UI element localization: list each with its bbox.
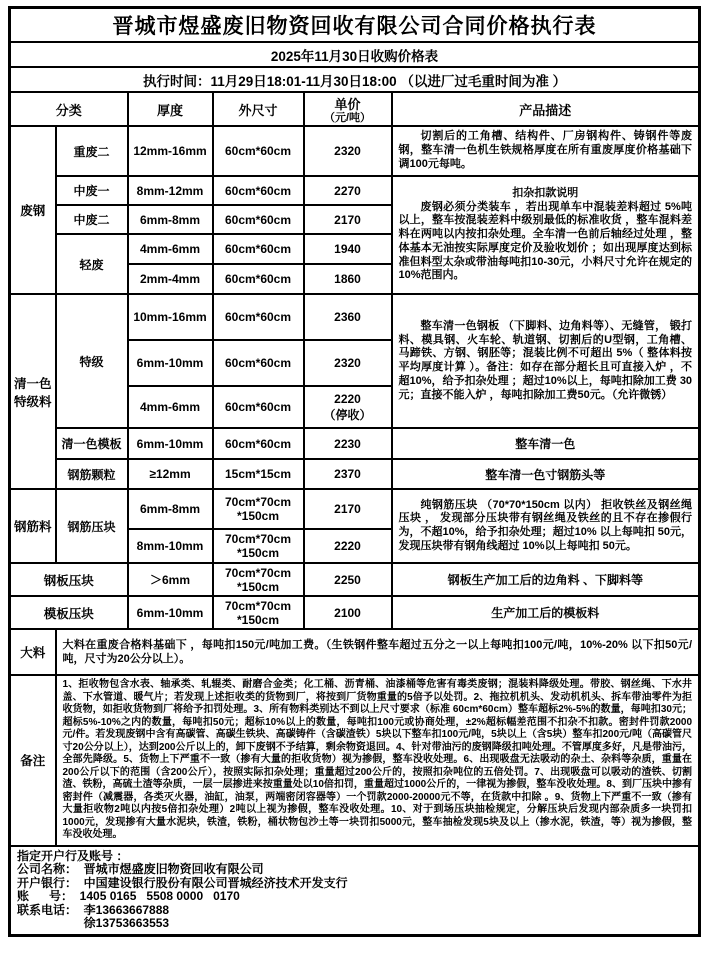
cell-price — [304, 386, 392, 428]
table-row — [10, 629, 700, 675]
contact-phone-line-2: 徐13753663553 — [17, 916, 170, 930]
cell-price: 2370 — [304, 459, 392, 489]
cell-price: 2250 — [304, 563, 392, 596]
cell-subcategory: 轻废 — [56, 234, 128, 294]
cell-thickness: 10mm-16mm — [128, 294, 213, 340]
cell-thickness: 2mm-4mm — [128, 264, 213, 294]
bank-account-block — [10, 846, 700, 936]
big-material-note — [56, 629, 700, 675]
table-row — [10, 428, 700, 459]
cell-size: 60cm*60cm — [213, 176, 304, 205]
price-table — [8, 6, 701, 937]
cell-thickness: 6mm-10mm — [128, 596, 213, 629]
bank-name-line: 开户银行： 中国建设银行股份有限公司晋城经济技术开发支行 — [17, 875, 348, 890]
table-row — [10, 846, 700, 936]
cell-subcategory: 钢筋颗粒 — [56, 459, 128, 489]
account-number-line: 账 号： 1405 0165 5508 0000 0170 — [17, 889, 240, 903]
cell-subcategory: 中废一 — [56, 176, 128, 205]
cell-subcategory: 特级 — [56, 294, 128, 428]
page-title: 晋城市煜盛废旧物资回收有限公司合同价格执行表 — [10, 8, 700, 43]
deduction-note-text: 废钢必须分类装车 ，若出现单车中混装差料超过 5%吨以上，整车按混装差料中级别最低的标准收货 ，整车混料差料在两吨以内按扣杂处理。全车清一色前后轴经过处理 ，整体基本无油按实际厚度定价及验收划价 ；如出现厚度达到标准但料型太杂或带油每吨扣10-30元，小料尺寸允许在规定的 10%范围内。 — [398, 200, 693, 282]
cell-price: 2230 — [304, 428, 392, 459]
cell-description — [392, 176, 700, 294]
cell-subcategory: 钢筋压块 — [56, 489, 128, 563]
cell-thickness: 6mm-10mm — [128, 428, 213, 459]
row-label-big-material: 大料 — [10, 629, 56, 675]
cell-thickness: 12mm-16mm — [128, 126, 213, 176]
col-header-category: 分类 — [10, 92, 128, 126]
cell-description: 整车清一色 — [392, 428, 700, 459]
cell-description — [392, 294, 700, 428]
description-text: 整车清一色钢板 （下脚料、边角料等）、无缝管， 锻打料、模具钢、火车轮、轨道钢、切割后的U型钢，工角槽、马蹄铁、方钢、钢胚等；混装比例不可超出 5%（ 整体料按平均厚度计算 ）。备注：如存在部分超长且可直接入炉 ，不超10%，给予扣杂处理 ；超过10%以上，每吨扣除加工费 30元；直接不能入炉 ，每吨扣除加工费50元。（允许微锈） — [398, 319, 693, 401]
cell-thickness: 4mm-6mm — [128, 386, 213, 428]
cell-price: 2170 — [304, 489, 392, 529]
cell-price: 2220 — [304, 529, 392, 563]
cell-subcategory: 清一色模板 — [56, 428, 128, 459]
group-label-scrap-steel: 废钢 — [10, 126, 56, 294]
cell-size: 60cm*60cm — [213, 294, 304, 340]
table-row — [10, 563, 700, 596]
cell-price: 1860 — [304, 264, 392, 294]
bank-account-heading: 指定开户行及账号 ： — [17, 848, 129, 863]
col-header-thickness: 厚度 — [128, 92, 213, 126]
company-name-line: 公司名称： 晋城市煜盛废旧物资回收有限公司 — [17, 862, 264, 876]
table-row — [10, 126, 700, 176]
table-row — [10, 459, 700, 489]
cell-description — [392, 489, 700, 563]
col-header-price-line2: （元/吨） — [323, 112, 372, 124]
cell-price: 2360 — [304, 294, 392, 340]
cell-price: 2320 — [304, 126, 392, 176]
cell-thickness: ＞6mm — [128, 563, 213, 596]
cell-thickness: 6mm-8mm — [128, 489, 213, 529]
table-row — [10, 176, 700, 205]
cell-size: 70cm*70cm *150cm — [213, 489, 304, 529]
price-sheet — [8, 6, 698, 937]
table-row — [10, 675, 700, 846]
big-material-text: 大料在重废合格料基础下 ，每吨扣150元/吨加工费。（生铁钢件整车超过五分之一以上每吨扣100元/吨，10%-20% 以下扣50元/吨，尺寸为20公分以上）。 — [62, 638, 693, 665]
price-value: 2220 — [334, 391, 361, 406]
cell-description: 整车清一色寸钢筋头等 — [392, 459, 700, 489]
remarks-text: 1、拒收物包含水表、轴承类、轧辊类、耐磨合金类；化工桶、沥青桶、油漆桶等危害有毒类废钢；混装料降级处理。带胶、钢丝绳、下水井盖、下水管道、暖气片；若发现上述拒收类的货物到厂，将按到厂货物重量的5倍予以处罚。2、拖拉机机头、发动机机头、拆车带油零件为拒收货物，如拒收货物到厂将给予扣罚处理。3、所有物料类别达不到以上尺寸要求（标准 60cm*60cm）整车超标2%-5%的数量，每吨扣30元；超标5%-10%之内的数量，每吨扣50元；超标10%以上的数量，每吨扣100元或协商处理，±2%超标幅差范围不扣杂不扣款。密封件罚款2000元/件。若发现废钢中含有高碳管、高碳生铁块、高碳铸件（含碳渣铁）5块以下整车扣100元/吨，5块以上（含5块）整车扣200元/吨（高碳管尺寸20公分以上），达到200公斤以上的，卸下废钢不予结算，剩余物资退回。4、针对带油污的废钢降级扣吨处理。不管厚度多好，凡是带油污，全部先降级。5、货物上下严重不一致（掺有大量的拒收货物）视为掺假，整车没收处理。6、出现吸盘无法吸动的杂土、杂料等杂质，重量在200公斤以下的范围（含200公斤），按照实际扣杂处理；重量超过200公斤的，按照扣杂吨位的五倍处罚。7、出现吸盘可以吸动的渣铁、切割渣、铁粉，高硫土渣等杂质，一层一层掺进来按重量处以10倍扣罚，重量超过1000公斤的，一律视为掺假，整车没收处理。8、到厂压块中掺有密封件（减震器，各类灭火器，油缸，油泵，两端密闭容器等）一个罚款2000-20000元不等，在货款中扣除 。9、货物上下严重不一致（掺有大量拒收物2吨以内按5倍扣杂处理）2吨以上视为掺假，整车没收处理。10、对于到场压块抽检规定，分解压块后发现内部杂质多一块罚扣1000元，发现掺有大量水泥块，铁渣，铁粉，桶状物包沙土等一块罚扣5000元，整车抽检发现5块及以上（掺水泥，铁渣，等）视为掺假，整车没收处理。 — [56, 675, 700, 846]
col-header-price — [304, 92, 392, 126]
group-label-rebar: 钢筋料 — [10, 489, 56, 563]
cell-size: 70cm*70cm *150cm — [213, 596, 304, 629]
cell-size: 60cm*60cm — [213, 340, 304, 386]
description-text: 纯钢筋压块 （70*70*150cm 以内） 拒收铁丝及钢丝绳压块 ， 发现部分压块带有钢丝绳及铁丝的且不存在掺假行为，不超10%，给予扣杂处理；超过10% 以上每吨扣 50元，发现压块带有钢角线超过 10%以上每吨扣 50元。 — [398, 498, 693, 552]
cell-size: 15cm*15cm — [213, 459, 304, 489]
cell-thickness: 8mm-12mm — [128, 176, 213, 205]
cell-size: 60cm*60cm — [213, 234, 304, 264]
deduction-note-title: 扣杂扣款说明 — [512, 186, 579, 199]
table-row — [10, 596, 700, 629]
cell-subcategory: 钢板压块 — [10, 563, 128, 596]
cell-thickness: 6mm-8mm — [128, 205, 213, 234]
cell-price: 1940 — [304, 234, 392, 264]
row-label-remarks: 备注 — [10, 675, 56, 846]
cell-description: 钢板生产加工后的边角料 、下脚料等 — [392, 563, 700, 596]
cell-price: 2320 — [304, 340, 392, 386]
table-row — [10, 489, 700, 529]
cell-description: 生产加工后的模板料 — [392, 596, 700, 629]
price-list-date: 2025年11月30日收购价格表 — [10, 42, 700, 67]
cell-thickness: 6mm-10mm — [128, 340, 213, 386]
cell-price: 2170 — [304, 205, 392, 234]
cell-description — [392, 126, 700, 176]
cell-size: 60cm*60cm — [213, 126, 304, 176]
execution-time: 执行时间：11月29日18:01-11月30日18:00 （以进厂过毛重时间为准 ） — [10, 67, 700, 92]
cell-thickness: 4mm-6mm — [128, 234, 213, 264]
cell-subcategory: 中废二 — [56, 205, 128, 234]
cell-subcategory: 模板压块 — [10, 596, 128, 629]
group-label-premium: 清一色特级料 — [10, 294, 56, 489]
cell-size: 60cm*60cm — [213, 205, 304, 234]
cell-price: 2100 — [304, 596, 392, 629]
col-header-price-line1: 单价 — [334, 97, 361, 112]
description-text: 切割后的工角槽、结构件、厂房钢构件、铸钢件等废钢，整车清一色机生铁规格厚度在所有重废厚度价格基础下调100元每吨。 — [398, 130, 693, 170]
price-suspended-note: （停收） — [323, 407, 372, 422]
cell-size: 70cm*70cm *150cm — [213, 563, 304, 596]
cell-size: 60cm*60cm — [213, 264, 304, 294]
table-row — [10, 294, 700, 340]
cell-subcategory: 重废二 — [56, 126, 128, 176]
contact-phone-line-1: 联系电话： 李13663667888 — [17, 902, 170, 917]
col-header-description: 产品描述 — [392, 92, 700, 126]
col-header-size: 外尺寸 — [213, 92, 304, 126]
cell-size: 70cm*70cm *150cm — [213, 529, 304, 563]
cell-price: 2270 — [304, 176, 392, 205]
cell-thickness: ≥12mm — [128, 459, 213, 489]
cell-size: 60cm*60cm — [213, 428, 304, 459]
cell-thickness: 8mm-10mm — [128, 529, 213, 563]
cell-size: 60cm*60cm — [213, 386, 304, 428]
